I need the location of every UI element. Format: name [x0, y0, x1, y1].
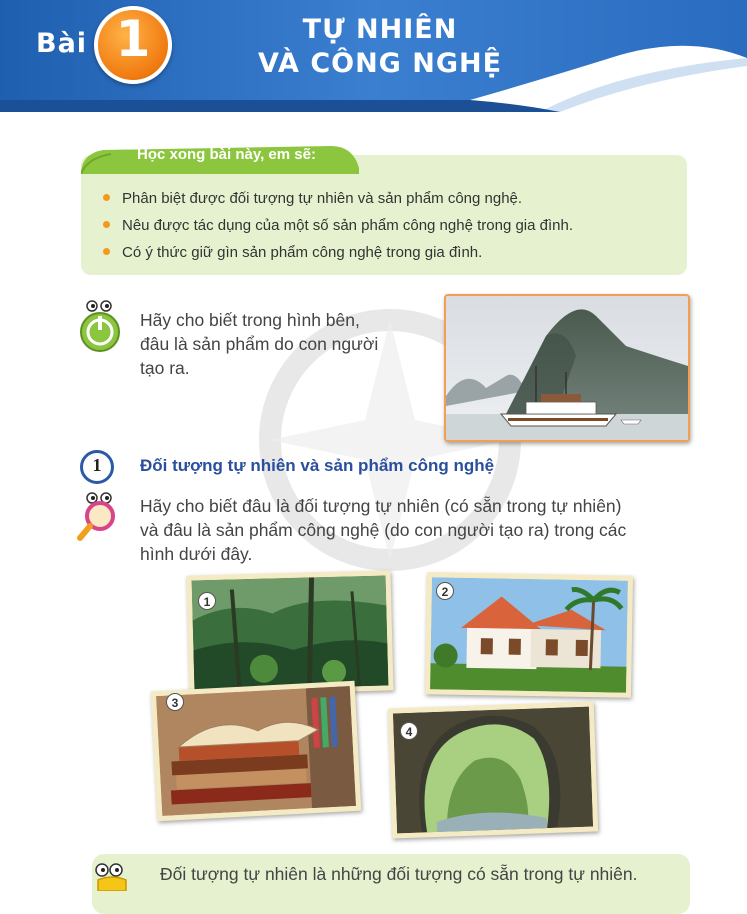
lesson-title-line2: VÀ CÔNG NGHỆ [257, 48, 503, 79]
objective-item: Có ý thức giữ gìn sản phẩm công nghệ trong gia đình. [103, 244, 482, 261]
bullet-icon [103, 248, 110, 255]
photo-number-badge: 3 [166, 693, 184, 711]
objective-item: Nêu được tác dụng của một số sản phẩm công nghệ trong gia đình. [103, 217, 573, 234]
summary-text: Đối tượng tự nhiên là những đối tượng có sẵn trong tự nhiên. [160, 864, 638, 884]
question-text: Hãy cho biết đâu là đối tượng tự nhiên (có sẵn trong tự nhiên) và đâu là sản phẩm công nghệ (do con người tạo ra) trong các hình dưới đây. [140, 496, 627, 564]
lesson-label: Bài [36, 28, 88, 59]
photo-number-badge: 4 [400, 722, 418, 740]
bullet-icon [103, 221, 110, 228]
photo-number-badge: 2 [436, 582, 454, 600]
section-number-badge: 1 [80, 450, 114, 484]
objectives-heading: Học xong bài này, em sẽ: [137, 146, 316, 163]
lesson-title-line1: TỰ NHIÊN [302, 14, 458, 45]
photo-number-badge: 1 [198, 592, 216, 610]
halong-bay-photo [444, 294, 690, 442]
section-title: Đối tượng tự nhiên và sản phẩm công nghệ [140, 456, 495, 475]
lesson-number: 1 [115, 10, 151, 68]
bullet-icon [103, 194, 110, 201]
magnifier-mascot-icon [76, 492, 122, 542]
photo-cave [388, 701, 598, 838]
objective-item: Phân biệt được đối tượng tự nhiên và sản phẩm công nghệ. [103, 190, 522, 207]
photo-forest [186, 570, 393, 695]
warmup-text: Hãy cho biết trong hình bên, đâu là sản phẩm do con người tạo ra. [140, 310, 379, 378]
lightbulb-mascot-icon [92, 862, 136, 891]
power-button-mascot-icon [76, 300, 124, 354]
photo-house [425, 572, 633, 698]
